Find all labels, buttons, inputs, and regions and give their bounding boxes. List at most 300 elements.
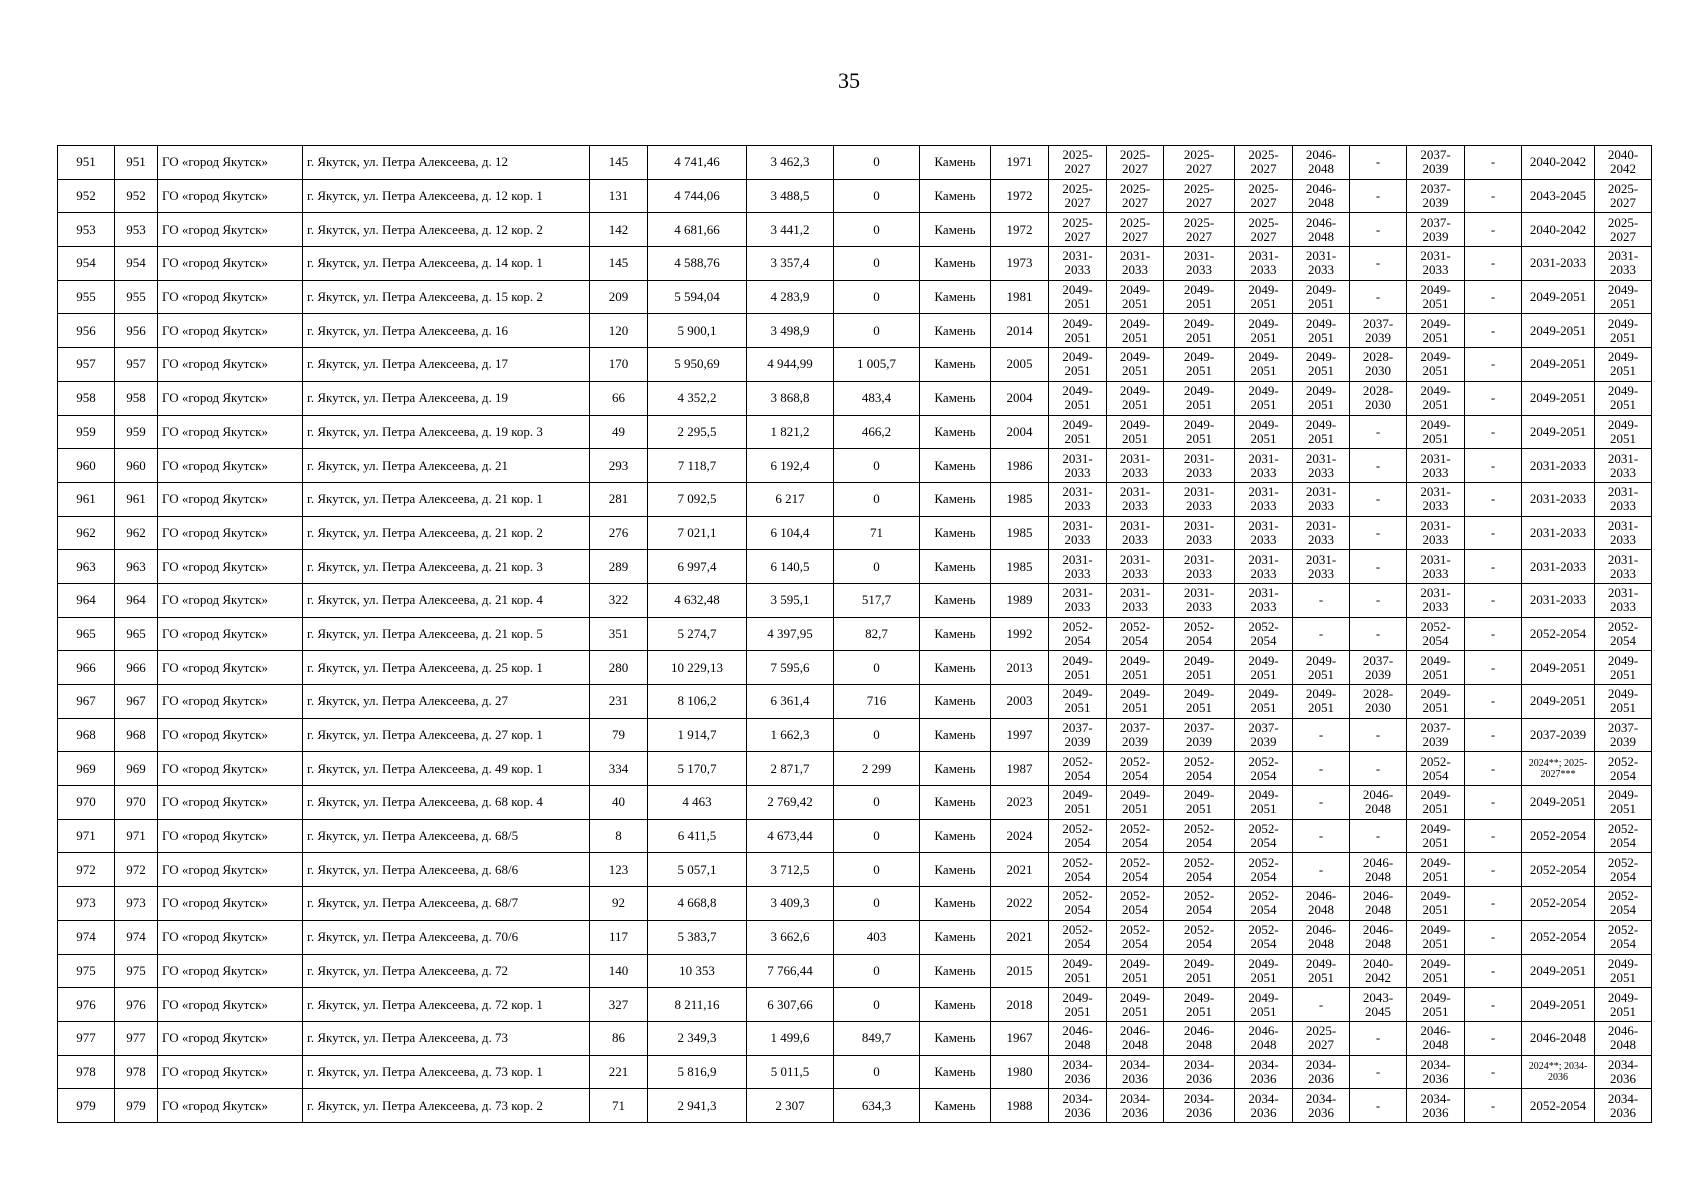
table-cell: 2049- 2051: [1164, 280, 1235, 314]
table-cell: 979: [58, 1089, 115, 1123]
table-cell: Камень: [920, 988, 991, 1022]
table-cell: 1 821,2: [747, 415, 834, 449]
table-cell: 0: [834, 213, 920, 247]
table-cell: 2031- 2033: [1049, 449, 1107, 483]
table-cell: 2031- 2033: [1407, 550, 1465, 584]
table-cell: 2031-2033: [1522, 583, 1595, 617]
table-cell: 2049- 2051: [1293, 280, 1350, 314]
table-cell: ГО «город Якутск»: [158, 988, 303, 1022]
table-cell: 2031- 2033: [1107, 550, 1164, 584]
table-cell: -: [1350, 213, 1407, 247]
table-cell: 2031- 2033: [1595, 583, 1652, 617]
table-cell: 5 170,7: [648, 752, 747, 786]
table-cell: ГО «город Якутск»: [158, 482, 303, 516]
table-cell: 2031- 2033: [1235, 516, 1293, 550]
table-cell: 978: [58, 1055, 115, 1089]
table-cell: 951: [58, 146, 115, 180]
table-cell: 4 397,95: [747, 617, 834, 651]
table-cell: 2034- 2036: [1164, 1089, 1235, 1123]
table-row: [58, 988, 1652, 1022]
table-cell: 2031- 2033: [1107, 247, 1164, 281]
table-cell: 956: [58, 314, 115, 348]
table-cell: -: [1293, 617, 1350, 651]
table-row: [58, 887, 1652, 921]
table-cell: 0: [834, 853, 920, 887]
table-cell: 970: [115, 786, 158, 820]
table-cell: Камень: [920, 146, 991, 180]
table-cell: 2024: [991, 819, 1049, 853]
table-cell: 2031- 2033: [1049, 583, 1107, 617]
table-cell: 2025- 2027: [1107, 179, 1164, 213]
table-cell: Камень: [920, 1089, 991, 1123]
table-cell: 403: [834, 920, 920, 954]
table-cell: 7 118,7: [648, 449, 747, 483]
table-cell: 977: [115, 1021, 158, 1055]
table-cell: 92: [590, 887, 648, 921]
table-cell: 1972: [991, 179, 1049, 213]
table-cell: 3 662,6: [747, 920, 834, 954]
table-cell: Камень: [920, 482, 991, 516]
table-cell: 2049- 2051: [1407, 954, 1465, 988]
table-cell: 3 441,2: [747, 213, 834, 247]
table-cell: 82,7: [834, 617, 920, 651]
table-cell: 2049- 2051: [1407, 819, 1465, 853]
table-row: [58, 1021, 1652, 1055]
table-cell: 2043-2045: [1522, 179, 1595, 213]
table-cell: 2049- 2051: [1293, 685, 1350, 719]
table-cell: 966: [58, 651, 115, 685]
table-cell: 40: [590, 786, 648, 820]
table-cell: г. Якутск, ул. Петра Алексеева, д. 17: [303, 348, 590, 382]
table-row: [58, 516, 1652, 550]
table-cell: 2025- 2027: [1293, 1021, 1350, 1055]
table-cell: 4 283,9: [747, 280, 834, 314]
table-cell: -: [1465, 381, 1522, 415]
table-cell: Камень: [920, 314, 991, 348]
table-row: [58, 550, 1652, 584]
table-cell: г. Якутск, ул. Петра Алексеева, д. 21 кор. 4: [303, 583, 590, 617]
table-row: [58, 651, 1652, 685]
table-cell: ГО «город Якутск»: [158, 179, 303, 213]
table-cell: 2052- 2054: [1107, 617, 1164, 651]
table-cell: 2052- 2054: [1235, 819, 1293, 853]
table-cell: ГО «город Якутск»: [158, 449, 303, 483]
table-cell: 956: [115, 314, 158, 348]
table-cell: ГО «город Якутск»: [158, 213, 303, 247]
table-cell: Камень: [920, 718, 991, 752]
table-cell: ГО «город Якутск»: [158, 853, 303, 887]
table-cell: 2049- 2051: [1235, 280, 1293, 314]
table-cell: 8: [590, 819, 648, 853]
table-cell: -: [1350, 280, 1407, 314]
table-cell: 8 106,2: [648, 685, 747, 719]
table-cell: 334: [590, 752, 648, 786]
table-cell: 2034- 2036: [1049, 1089, 1107, 1123]
table-cell: ГО «город Якутск»: [158, 920, 303, 954]
table-cell: 959: [115, 415, 158, 449]
table-cell: 2040-2042: [1522, 213, 1595, 247]
table-cell: ГО «город Якутск»: [158, 247, 303, 281]
table-cell: 2049- 2051: [1107, 685, 1164, 719]
table-cell: г. Якутск, ул. Петра Алексеева, д. 68/7: [303, 887, 590, 921]
table-cell: Камень: [920, 1021, 991, 1055]
table-cell: 957: [115, 348, 158, 382]
table-cell: 2049-2051: [1522, 348, 1595, 382]
table-cell: 2049- 2051: [1107, 381, 1164, 415]
table-cell: 2049- 2051: [1407, 786, 1465, 820]
table-row: [58, 415, 1652, 449]
table-cell: 2034- 2036: [1107, 1055, 1164, 1089]
table-row: [58, 247, 1652, 281]
table-cell: 965: [58, 617, 115, 651]
table-cell: 2052- 2054: [1107, 920, 1164, 954]
table-cell: 1992: [991, 617, 1049, 651]
table-cell: -: [1350, 819, 1407, 853]
table-cell: г. Якутск, ул. Петра Алексеева, д. 68/6: [303, 853, 590, 887]
table-cell: 2049- 2051: [1164, 381, 1235, 415]
table-cell: 2049- 2051: [1595, 685, 1652, 719]
table-cell: 2052- 2054: [1235, 920, 1293, 954]
table-cell: 6 361,4: [747, 685, 834, 719]
table-cell: г. Якутск, ул. Петра Алексеева, д. 73 кор. 1: [303, 1055, 590, 1089]
table-cell: 2049- 2051: [1235, 381, 1293, 415]
table-cell: 2034- 2036: [1293, 1089, 1350, 1123]
table-cell: 952: [58, 179, 115, 213]
table-cell: 975: [58, 954, 115, 988]
table-cell: 2 299: [834, 752, 920, 786]
table-cell: 0: [834, 651, 920, 685]
table-cell: 2046- 2048: [1407, 1021, 1465, 1055]
table-cell: 1985: [991, 516, 1049, 550]
table-cell: 2049- 2051: [1595, 988, 1652, 1022]
table-row: [58, 752, 1652, 786]
table-cell: 2049- 2051: [1595, 786, 1652, 820]
table-cell: 2052-2054: [1522, 887, 1595, 921]
table-cell: 0: [834, 819, 920, 853]
table-cell: 209: [590, 280, 648, 314]
table-cell: 2031- 2033: [1235, 482, 1293, 516]
table-cell: 954: [58, 247, 115, 281]
table-cell: 2034- 2036: [1595, 1055, 1652, 1089]
table-cell: 971: [115, 819, 158, 853]
table-cell: 2024**; 2034-2036: [1522, 1055, 1595, 1089]
table-cell: 1986: [991, 449, 1049, 483]
table-cell: 968: [115, 718, 158, 752]
table-cell: 2004: [991, 415, 1049, 449]
table-cell: 2049- 2051: [1164, 651, 1235, 685]
table-cell: ГО «город Якутск»: [158, 718, 303, 752]
table-cell: 2031- 2033: [1107, 482, 1164, 516]
table-cell: 1973: [991, 247, 1049, 281]
table-cell: 2025- 2027: [1595, 213, 1652, 247]
table-cell: 1985: [991, 550, 1049, 584]
table-cell: 0: [834, 954, 920, 988]
table-cell: 952: [115, 179, 158, 213]
table-cell: Камень: [920, 887, 991, 921]
table-cell: 49: [590, 415, 648, 449]
table-cell: 2052- 2054: [1595, 853, 1652, 887]
table-cell: 958: [58, 381, 115, 415]
table-cell: 2049- 2051: [1407, 887, 1465, 921]
table-cell: -: [1465, 1089, 1522, 1123]
table-cell: Камень: [920, 685, 991, 719]
table-cell: ГО «город Якутск»: [158, 550, 303, 584]
table-cell: -: [1465, 179, 1522, 213]
table-cell: 2046- 2048: [1164, 1021, 1235, 1055]
table-cell: Камень: [920, 280, 991, 314]
table-cell: 973: [58, 887, 115, 921]
table-cell: 2049- 2051: [1107, 348, 1164, 382]
table-cell: 4 673,44: [747, 819, 834, 853]
table-cell: 2049- 2051: [1107, 988, 1164, 1022]
table-cell: 2031- 2033: [1049, 550, 1107, 584]
table-row: [58, 482, 1652, 516]
table-cell: -: [1465, 482, 1522, 516]
table-cell: г. Якутск, ул. Петра Алексеева, д. 21 кор. 1: [303, 482, 590, 516]
table-cell: 963: [58, 550, 115, 584]
table-cell: 1985: [991, 482, 1049, 516]
table-cell: 1971: [991, 146, 1049, 180]
table-cell: 5 950,69: [648, 348, 747, 382]
table-cell: 8 211,16: [648, 988, 747, 1022]
table-row: [58, 449, 1652, 483]
table-cell: 2046- 2048: [1293, 920, 1350, 954]
table-cell: 221: [590, 1055, 648, 1089]
table-cell: 1967: [991, 1021, 1049, 1055]
table-cell: 5 816,9: [648, 1055, 747, 1089]
table-cell: 2049- 2051: [1049, 954, 1107, 988]
table-cell: Камень: [920, 348, 991, 382]
table-cell: 2005: [991, 348, 1049, 382]
table-cell: -: [1465, 348, 1522, 382]
table-cell: 4 744,06: [648, 179, 747, 213]
table-cell: 0: [834, 718, 920, 752]
table-cell: ГО «город Якутск»: [158, 954, 303, 988]
table-cell: -: [1465, 550, 1522, 584]
table-cell: 2040- 2042: [1350, 954, 1407, 988]
table-row: [58, 819, 1652, 853]
table-cell: 2031- 2033: [1164, 583, 1235, 617]
table-cell: -: [1350, 516, 1407, 550]
table-cell: 2052- 2054: [1407, 752, 1465, 786]
table-cell: 2031- 2033: [1407, 449, 1465, 483]
table-cell: 2037- 2039: [1595, 718, 1652, 752]
table-cell: г. Якутск, ул. Петра Алексеева, д. 14 кор. 1: [303, 247, 590, 281]
table-cell: 2031- 2033: [1164, 550, 1235, 584]
table-cell: 2052- 2054: [1164, 920, 1235, 954]
table-cell: 2 307: [747, 1089, 834, 1123]
housing-table: [57, 145, 1652, 1123]
table-cell: 6 217: [747, 482, 834, 516]
table-row: [58, 718, 1652, 752]
table-cell: 2031- 2033: [1293, 550, 1350, 584]
table-cell: 2049- 2051: [1049, 415, 1107, 449]
table-cell: 2049-2051: [1522, 415, 1595, 449]
table-cell: 2046- 2048: [1293, 146, 1350, 180]
table-cell: 2052-2054: [1522, 920, 1595, 954]
table-cell: 2049- 2051: [1049, 280, 1107, 314]
table-cell: 4 588,76: [648, 247, 747, 281]
table-cell: 517,7: [834, 583, 920, 617]
table-cell: 2025- 2027: [1164, 146, 1235, 180]
table-row: [58, 685, 1652, 719]
table-cell: 964: [58, 583, 115, 617]
table-cell: 962: [58, 516, 115, 550]
table-cell: 0: [834, 247, 920, 281]
table-cell: Камень: [920, 179, 991, 213]
table-cell: -: [1465, 685, 1522, 719]
table-cell: 2037- 2039: [1407, 718, 1465, 752]
table-cell: 2031- 2033: [1293, 247, 1350, 281]
table-cell: 2049- 2051: [1235, 685, 1293, 719]
table-cell: 954: [115, 247, 158, 281]
table-cell: 3 712,5: [747, 853, 834, 887]
table-cell: 4 681,66: [648, 213, 747, 247]
table-cell: 1988: [991, 1089, 1049, 1123]
table-cell: 276: [590, 516, 648, 550]
table-cell: 2046- 2048: [1350, 920, 1407, 954]
table-cell: 2 349,3: [648, 1021, 747, 1055]
table-cell: 2025- 2027: [1164, 179, 1235, 213]
table-cell: 2049-2051: [1522, 988, 1595, 1022]
table-cell: 2049- 2051: [1049, 651, 1107, 685]
table-cell: 966: [115, 651, 158, 685]
table-cell: 2049- 2051: [1235, 954, 1293, 988]
table-cell: 0: [834, 887, 920, 921]
table-cell: 2052- 2054: [1235, 617, 1293, 651]
table-cell: ГО «город Якутск»: [158, 651, 303, 685]
table-cell: 3 357,4: [747, 247, 834, 281]
table-cell: 79: [590, 718, 648, 752]
table-cell: 0: [834, 146, 920, 180]
table-cell: 322: [590, 583, 648, 617]
table-cell: -: [1465, 449, 1522, 483]
table-cell: -: [1293, 752, 1350, 786]
table-cell: ГО «город Якутск»: [158, 280, 303, 314]
table-cell: 2040- 2042: [1595, 146, 1652, 180]
table-cell: 2049- 2051: [1235, 651, 1293, 685]
table-cell: 2049- 2051: [1164, 348, 1235, 382]
table-cell: Камень: [920, 550, 991, 584]
table-cell: 66: [590, 381, 648, 415]
table-cell: 2034- 2036: [1407, 1089, 1465, 1123]
table-cell: 2046- 2048: [1293, 179, 1350, 213]
table-row: [58, 179, 1652, 213]
table-cell: 2025- 2027: [1235, 213, 1293, 247]
table-cell: 2046- 2048: [1107, 1021, 1164, 1055]
table-cell: 2052- 2054: [1049, 920, 1107, 954]
table-cell: 2025- 2027: [1595, 179, 1652, 213]
table-cell: 951: [115, 146, 158, 180]
table-cell: 958: [115, 381, 158, 415]
table-cell: -: [1350, 752, 1407, 786]
table-cell: 2052- 2054: [1235, 752, 1293, 786]
table-cell: 7 092,5: [648, 482, 747, 516]
table-cell: 2031- 2033: [1049, 516, 1107, 550]
table-cell: 2052-2054: [1522, 1089, 1595, 1123]
table-cell: 0: [834, 550, 920, 584]
table-cell: 0: [834, 1055, 920, 1089]
table-cell: 2049- 2051: [1407, 280, 1465, 314]
table-cell: 2052- 2054: [1595, 617, 1652, 651]
table-cell: г. Якутск, ул. Петра Алексеева, д. 25 кор. 1: [303, 651, 590, 685]
table-cell: Камень: [920, 651, 991, 685]
table-cell: -: [1293, 786, 1350, 820]
page-number: 35: [838, 68, 860, 93]
table-cell: 2031- 2033: [1235, 550, 1293, 584]
table-cell: -: [1350, 449, 1407, 483]
table-cell: 3 409,3: [747, 887, 834, 921]
table-cell: 2052- 2054: [1164, 853, 1235, 887]
table-cell: 1989: [991, 583, 1049, 617]
table-cell: 2049- 2051: [1293, 381, 1350, 415]
table-cell: 961: [115, 482, 158, 516]
table-cell: 976: [115, 988, 158, 1022]
table-cell: Камень: [920, 920, 991, 954]
table-cell: 2049- 2051: [1293, 314, 1350, 348]
table-cell: г. Якутск, ул. Петра Алексеева, д. 12 кор. 2: [303, 213, 590, 247]
table-cell: ГО «город Якутск»: [158, 314, 303, 348]
table-cell: Камень: [920, 853, 991, 887]
table-cell: 1 914,7: [648, 718, 747, 752]
table-cell: 2031- 2033: [1407, 247, 1465, 281]
table-cell: 2037- 2039: [1049, 718, 1107, 752]
table-cell: г. Якутск, ул. Петра Алексеева, д. 15 кор. 2: [303, 280, 590, 314]
table-cell: 71: [834, 516, 920, 550]
table-cell: 2049- 2051: [1164, 685, 1235, 719]
table-cell: 7 021,1: [648, 516, 747, 550]
table-cell: 5 057,1: [648, 853, 747, 887]
table-cell: 2046- 2048: [1350, 853, 1407, 887]
table-cell: 975: [115, 954, 158, 988]
table-cell: г. Якутск, ул. Петра Алексеева, д. 16: [303, 314, 590, 348]
table-cell: -: [1350, 482, 1407, 516]
table-cell: -: [1465, 920, 1522, 954]
table-cell: 2049-2051: [1522, 314, 1595, 348]
table-cell: г. Якутск, ул. Петра Алексеева, д. 72 кор. 1: [303, 988, 590, 1022]
table-row: [58, 954, 1652, 988]
table-cell: 2052- 2054: [1049, 752, 1107, 786]
table-cell: 2031- 2033: [1407, 482, 1465, 516]
table-cell: 2025- 2027: [1235, 179, 1293, 213]
table-cell: 2052- 2054: [1235, 887, 1293, 921]
table-cell: Камень: [920, 752, 991, 786]
table-cell: 970: [58, 786, 115, 820]
table-cell: 483,4: [834, 381, 920, 415]
table-cell: 2052- 2054: [1049, 617, 1107, 651]
table-cell: 2049- 2051: [1107, 954, 1164, 988]
table-cell: 2037- 2039: [1164, 718, 1235, 752]
table-cell: 2031-2033: [1522, 516, 1595, 550]
table-cell: -: [1465, 314, 1522, 348]
table-row: [58, 146, 1652, 180]
table-row: [58, 1055, 1652, 1089]
table-cell: 2040-2042: [1522, 146, 1595, 180]
table-cell: 6 997,4: [648, 550, 747, 584]
table-cell: 2034- 2036: [1049, 1055, 1107, 1089]
table-cell: 2046- 2048: [1350, 786, 1407, 820]
table-cell: 2034- 2036: [1107, 1089, 1164, 1123]
table-cell: 2049- 2051: [1164, 786, 1235, 820]
table-cell: Камень: [920, 516, 991, 550]
table-cell: Камень: [920, 583, 991, 617]
table-cell: 0: [834, 786, 920, 820]
table-cell: 2052- 2054: [1407, 617, 1465, 651]
table-cell: 2022: [991, 887, 1049, 921]
table-cell: ГО «город Якутск»: [158, 786, 303, 820]
table-cell: Камень: [920, 1055, 991, 1089]
table-cell: -: [1465, 718, 1522, 752]
